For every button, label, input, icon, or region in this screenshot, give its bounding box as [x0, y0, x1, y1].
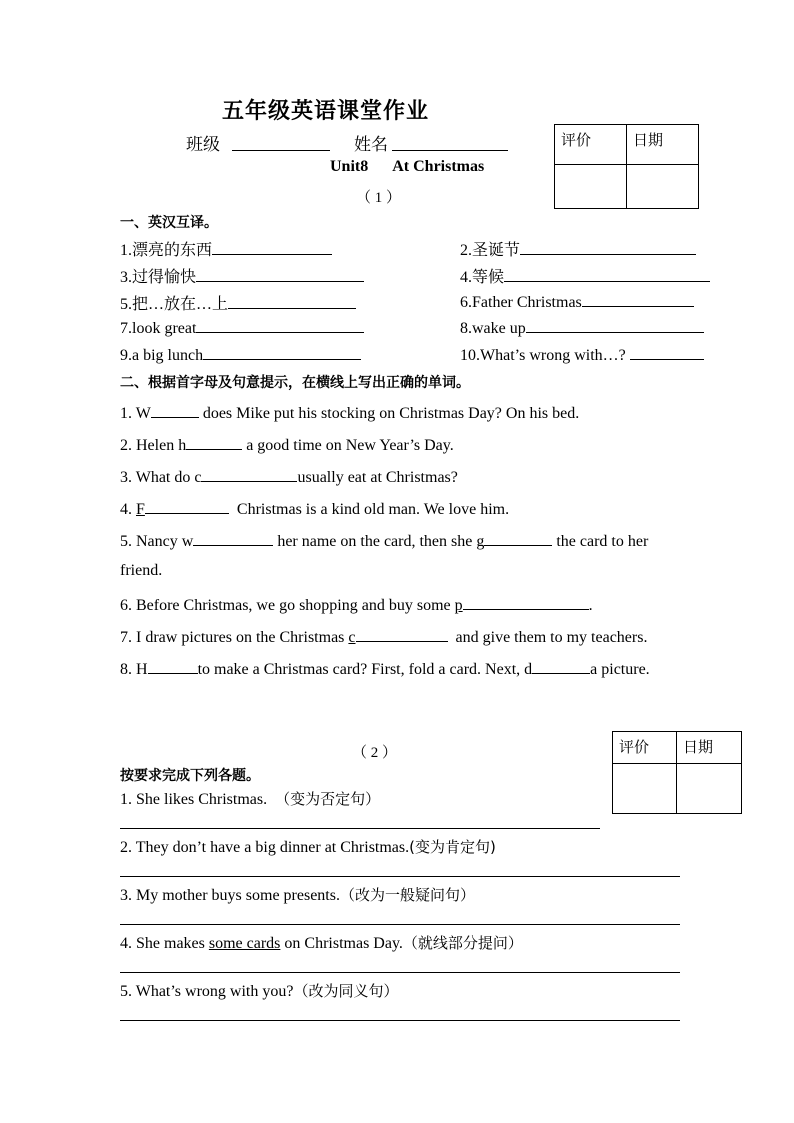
eval-header: 评价	[613, 732, 677, 764]
transform-question-5: 5. What’s wrong with you?（改为同义句）	[120, 982, 399, 1000]
vocab-item: 8.wake up	[460, 317, 704, 338]
date-cell[interactable]	[627, 165, 699, 209]
question-5-continued: friend.	[120, 562, 163, 579]
vocab-item: 4.等候	[460, 264, 710, 287]
answer-blank[interactable]	[228, 293, 356, 309]
question-5: 5. Nancy w her name on the card, then she g the card to her	[120, 530, 648, 551]
grade-box-2	[612, 731, 742, 814]
page-title: 五年级英语课堂作业	[222, 98, 430, 123]
question-4: 4. F Christmas is a kind old man. We love him.	[120, 498, 509, 519]
question-6: 6. Before Christmas, we go shopping and buy some p .	[120, 594, 593, 615]
answer-blank[interactable]	[356, 626, 448, 642]
name-label: 姓名	[354, 135, 388, 154]
date-header: 日期	[677, 732, 742, 764]
name-field[interactable]	[392, 150, 508, 151]
section1-heading: 一、英汉互译。	[120, 216, 218, 231]
vocab-item: 10.What’s wrong with…?	[460, 344, 704, 365]
answer-blank[interactable]	[526, 317, 704, 333]
answer-blank[interactable]	[212, 239, 332, 255]
vocab-item: 6.Father Christmas	[460, 291, 694, 312]
answer-line[interactable]	[120, 876, 680, 877]
answer-line[interactable]	[120, 1020, 680, 1021]
eval-header: 评价	[555, 125, 627, 165]
unit-number: Unit8	[330, 158, 369, 175]
answer-blank[interactable]	[484, 530, 552, 546]
answer-blank[interactable]	[504, 266, 710, 282]
vocab-item: 9.a big lunch	[120, 344, 361, 365]
answer-blank[interactable]	[463, 594, 589, 610]
vocab-item: 1.漂亮的东西	[120, 237, 332, 260]
unit-heading	[330, 158, 484, 176]
answer-blank[interactable]	[145, 498, 229, 514]
question-2: 2. Helen h a good time on New Year’s Day.	[120, 434, 454, 455]
question-8: 8. H to make a Christmas card? First, fold a card. Next, d a picture.	[120, 658, 650, 679]
class-field[interactable]	[232, 150, 330, 151]
answer-blank[interactable]	[151, 402, 199, 418]
date-cell[interactable]	[677, 764, 742, 814]
answer-blank[interactable]	[186, 434, 242, 450]
part1-number: （ 1 ）	[356, 190, 402, 206]
eval-cell[interactable]	[555, 165, 627, 209]
vocab-item: 2.圣诞节	[460, 237, 696, 260]
part2-number: （ 2 ）	[352, 745, 398, 761]
section2-heading: 二、根据首字母及句意提示，在横线上写出正确的单词。	[120, 376, 470, 391]
transform-question-4: 4. She makes some cards on Christmas Day.（就线部分提问）	[120, 934, 523, 952]
answer-blank[interactable]	[630, 344, 704, 360]
answer-line[interactable]	[120, 828, 600, 829]
answer-blank[interactable]	[532, 658, 590, 674]
question-7: 7. I draw pictures on the Christmas c and give them to my teachers.	[120, 626, 647, 647]
question-1: 1. W does Mike put his stocking on Christmas Day? On his bed.	[120, 402, 579, 423]
answer-blank[interactable]	[520, 239, 696, 255]
answer-blank[interactable]	[196, 317, 364, 333]
unit-title: At Christmas	[392, 158, 485, 175]
grade-box-1	[554, 124, 699, 209]
eval-cell[interactable]	[613, 764, 677, 814]
vocab-item: 5.把…放在…上	[120, 291, 356, 314]
answer-blank[interactable]	[582, 291, 694, 307]
answer-blank[interactable]	[203, 344, 361, 360]
transform-question-2: 2. They don’t have a big dinner at Christmas.(变为肯定句)	[120, 838, 496, 856]
answer-blank[interactable]	[196, 266, 364, 282]
vocab-item: 7.look great	[120, 317, 364, 338]
transform-question-3: 3. My mother buys some presents.（改为一般疑问句）	[120, 886, 475, 904]
answer-line[interactable]	[120, 972, 680, 973]
transform-question-1: 1. She likes Christmas. （变为否定句）	[120, 790, 381, 808]
part2-heading: 按要求完成下列各题。	[120, 769, 260, 784]
vocab-item: 3.过得愉快	[120, 264, 364, 287]
answer-line[interactable]	[120, 924, 680, 925]
question-3: 3. What do c usually eat at Christmas?	[120, 466, 458, 487]
date-header: 日期	[627, 125, 699, 165]
answer-blank[interactable]	[148, 658, 198, 674]
answer-blank[interactable]	[193, 530, 273, 546]
answer-blank[interactable]	[201, 466, 297, 482]
class-label: 班级	[186, 135, 220, 154]
